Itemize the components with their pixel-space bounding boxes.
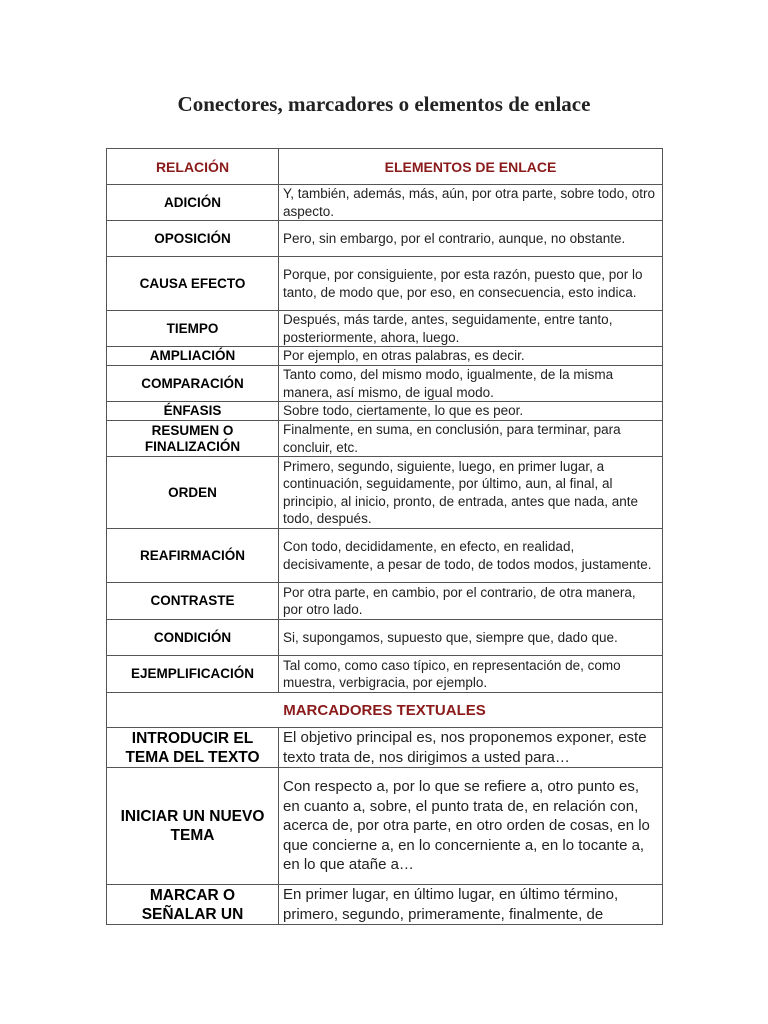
section-row — [107, 693, 663, 728]
table-row — [107, 221, 663, 257]
table-header-row — [107, 149, 663, 185]
row-relation: CONTRASTE — [107, 583, 279, 620]
section-title: MARCADORES TEXTUALES — [107, 693, 663, 728]
row-relation: ADICIÓN — [107, 185, 279, 221]
header-elementos: ELEMENTOS DE ENLACE — [279, 149, 663, 185]
table-row — [107, 185, 663, 221]
row-relation: RESUMEN O FINALIZACIÓN — [107, 421, 279, 457]
row-elements: Por ejemplo, en otras palabras, es decir. — [279, 347, 663, 366]
marker-elements: En primer lugar, en último lugar, en último término, primero, segundo, primeramente, finalmente, de — [279, 885, 663, 925]
row-relation: ORDEN — [107, 457, 279, 529]
marker-elements: El objetivo principal es, nos proponemos exponer, este texto trata de, nos dirigimos a usted para… — [279, 728, 663, 768]
row-elements: Y, también, además, más, aún, por otra parte, sobre todo, otro aspecto. — [279, 185, 663, 221]
connectors-table — [106, 148, 663, 925]
row-elements: Primero, segundo, siguiente, luego, en primer lugar, a continuación, seguidamente, por último, aun, al final, al principio, al inicio, pronto, de entrada, antes que nada, ante todo, después. — [279, 457, 663, 529]
table-row — [107, 421, 663, 457]
row-relation: AMPLIACIÓN — [107, 347, 279, 366]
table-row — [107, 529, 663, 583]
row-relation: ÉNFASIS — [107, 402, 279, 421]
table-row — [107, 366, 663, 402]
row-relation: REAFIRMACIÓN — [107, 529, 279, 583]
marker-elements: Con respecto a, por lo que se refiere a, otro punto es, en cuanto a, sobre, el punto trata de, en relación con, acerca de, por otra parte, en otro orden de cosas, en lo que concierne a, en lo concerniente a, en lo tocante a, en lo que atañe a… — [279, 768, 663, 885]
table-row — [107, 347, 663, 366]
row-relation: COMPARACIÓN — [107, 366, 279, 402]
table-row — [107, 656, 663, 693]
document-title: Conectores, marcadores o elementos de enlace — [177, 92, 591, 116]
table-row — [107, 402, 663, 421]
row-elements: Después, más tarde, antes, seguidamente, entre tanto, posteriormente, ahora, luego. — [279, 311, 663, 347]
row-relation: CONDICIÓN — [107, 620, 279, 656]
row-elements: Tal como, como caso típico, en representación de, como muestra, verbigracia, por ejemplo. — [279, 656, 663, 693]
row-relation: TIEMPO — [107, 311, 279, 347]
table-row — [107, 583, 663, 620]
row-elements: Con todo, decididamente, en efecto, en realidad, decisivamente, a pesar de todo, de todos modos, justamente. — [279, 529, 663, 583]
row-elements: Finalmente, en suma, en conclusión, para terminar, para concluir, etc. — [279, 421, 663, 457]
marker-relation: INTRODUCIR EL TEMA DEL TEXTO — [107, 728, 279, 768]
table-row — [107, 457, 663, 529]
marker-relation: MARCAR O SEÑALAR UN — [107, 885, 279, 925]
row-relation: OPOSICIÓN — [107, 221, 279, 257]
row-elements: Tanto como, del mismo modo, igualmente, de la misma manera, así mismo, de igual modo. — [279, 366, 663, 402]
table-row — [107, 768, 663, 885]
row-elements: Sobre todo, ciertamente, lo que es peor. — [279, 402, 663, 421]
marker-relation: INICIAR UN NUEVO TEMA — [107, 768, 279, 885]
row-relation: EJEMPLIFICACIÓN — [107, 656, 279, 693]
row-elements: Porque, por consiguiente, por esta razón, puesto que, por lo tanto, de modo que, por eso, en consecuencia, esto indica. — [279, 257, 663, 311]
row-relation: CAUSA EFECTO — [107, 257, 279, 311]
row-elements: Pero, sin embargo, por el contrario, aunque, no obstante. — [279, 221, 663, 257]
table-row — [107, 620, 663, 656]
table-row — [107, 257, 663, 311]
row-elements: Por otra parte, en cambio, por el contrario, de otra manera, por otro lado. — [279, 583, 663, 620]
row-elements: Si, supongamos, supuesto que, siempre que, dado que. — [279, 620, 663, 656]
header-relacion: RELACIÓN — [107, 149, 279, 185]
table-row — [107, 311, 663, 347]
table-row — [107, 728, 663, 768]
table-row — [107, 885, 663, 925]
